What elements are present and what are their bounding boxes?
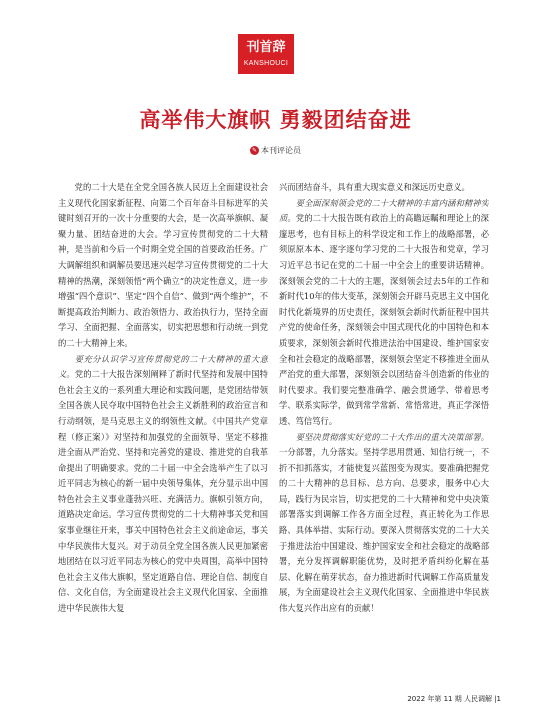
paragraph [279,430,489,617]
paragraph-text: 党的二十大报告既有政治上的高瞻远瞩和理论上的深邃思考，也有目标上的科学设定和工作上的战略部署，必须原原本本、逐字逐句学习党的二十大报告和党章，学习习近平总书记在党的二十届一中全会上的重要讲话精神。深刻领会党的二十大的主题，深刻领会过去5年的工作和新时代10年的伟大变革，深刻领会开辟马克思主义中国化时代化新境界的历史责任，深刻领会新时代新征程中国共产党的使命任务，深刻领会中国式现代化的中国特色和本质要求，深刻领会新时代推进法治中国建设、维护国家安全和社会稳定的战略部署，深刻领会坚定不移推进全面从严治党的重大部署，深刻领会以团结奋斗创造新的伟业的时代要求。我们要完整准确学、融会贯通学、带着思考学、联系实际学，做到常学常新、常悟常进，真正学深悟透、笃信笃行。 [279,213,489,426]
paragraph-text: 一分部署，九分落实。坚持学思用贯通、知信行统一，不折不扣抓落实，才能使复兴蓝图变为现实。要准确把握党的二十大精神的总目标、总方向、总要求，服务中心大局，践行为民宗旨，切实把党的二十大精神和党中央决策部署落实到调解工作各方面全过程，真正转化为工作思路、具体举措、实际行动。要深入贯彻落实党的二十大关于推进法治中国建设、维护国家安全和社会稳定的战略部署，充分发挥调解职能优势，及时把矛盾纠纷化解在基层、化解在萌芽状态，奋力推进新时代调解工作高质量发展，为全面建设社会主义现代化国家、全面推进中华民族伟大复兴作出应有的贡献！ [279,447,489,614]
left-column [58,180,268,700]
paragraph-text: 兴而团结奋斗，具有重大现实意义和深远历史意义。 [279,182,470,192]
paragraph [279,180,489,196]
byline-text: 本刊评论员 [261,146,301,155]
paragraph [58,352,268,617]
byline [0,145,551,156]
paragraph-lead: 要坚决贯彻落实好党的二十大作出的重大决策部署。 [295,431,489,442]
column-tag-en: KANSHOUCI [243,60,289,67]
column-tag [238,34,294,74]
paragraph-text: 党的二十大报告深刻阐释了新时代坚持和发展中国特色社会主义的一系列重大理论和实践问题，是党团结带领全国各族人民夺取中国特色社会主义新胜利的政治宣言和行动纲领，是马克思主义的纲领性文献。《中国共产党章程（修正案）》对坚持和加强党的全面领导、坚定不移推进全面从严治党、坚持和完善党的建设、推进党的自我革命提出了明确要求。党的二十届一中全会选举产生了以习近平同志为核心的新一届中央领导集体，充分显示出中国特色社会主义事业蓬勃兴旺、充满活力。旗帜引领方向，道路决定命运。学习宣传贯彻党的二十大精神事关党和国家事业继往开来，事关中国特色社会主义前途命运，事关中华民族伟大复兴。对于动员全党全国各族人民更加紧密地团结在以习近平同志为核心的党中央周围，高举中国特色社会主义伟大旗帜，坚定道路自信、理论自信、制度自信、文化自信，为全面建设社会主义现代化国家、全面推进中华民族伟大复 [58,369,268,614]
article-title: 高举伟大旗帜 勇毅团结奋进 [139,108,412,132]
page-footer: 2022 年第 11 期 人民调解 |1 [407,695,501,703]
right-column [279,180,489,700]
paragraph-lead: 要充分认识学习宣传贯彻党的二十大精神的重大意义。 [58,353,268,380]
paragraph-text: 党的二十大是在全党全国各族人民迈上全面建设社会主义现代化国家新征程、向第二个百年奋斗目标进军的关键时刻召开的一次十分重要的大会，是一次高举旗帜、凝聚力量、团结奋进的大会。学习宣传贯彻党的二十大精神，是当前和今后一个时期全党全国的首要政治任务。广大调解组织和调解员要迅速兴起学习宣传贯彻党的二十大精神的热潮，深刻领悟“两个确立”的决定性意义，进一步增强“四个意识”、坚定“四个自信”、做到“两个维护”，不断提高政治判断力、政治领悟力、政治执行力，坚持全面学习、全面把握、全面落实，切实把思想和行动统一到党的二十大精神上来。 [58,182,268,348]
paragraph [58,180,268,352]
pen-icon: ✎ [251,147,258,154]
paragraph-lead: 要全面深刻领会党的二十大精神的丰富内涵和精神实质。 [279,197,489,224]
column-tag-cn: 刊首辞 [246,40,286,55]
paragraph [279,196,489,430]
